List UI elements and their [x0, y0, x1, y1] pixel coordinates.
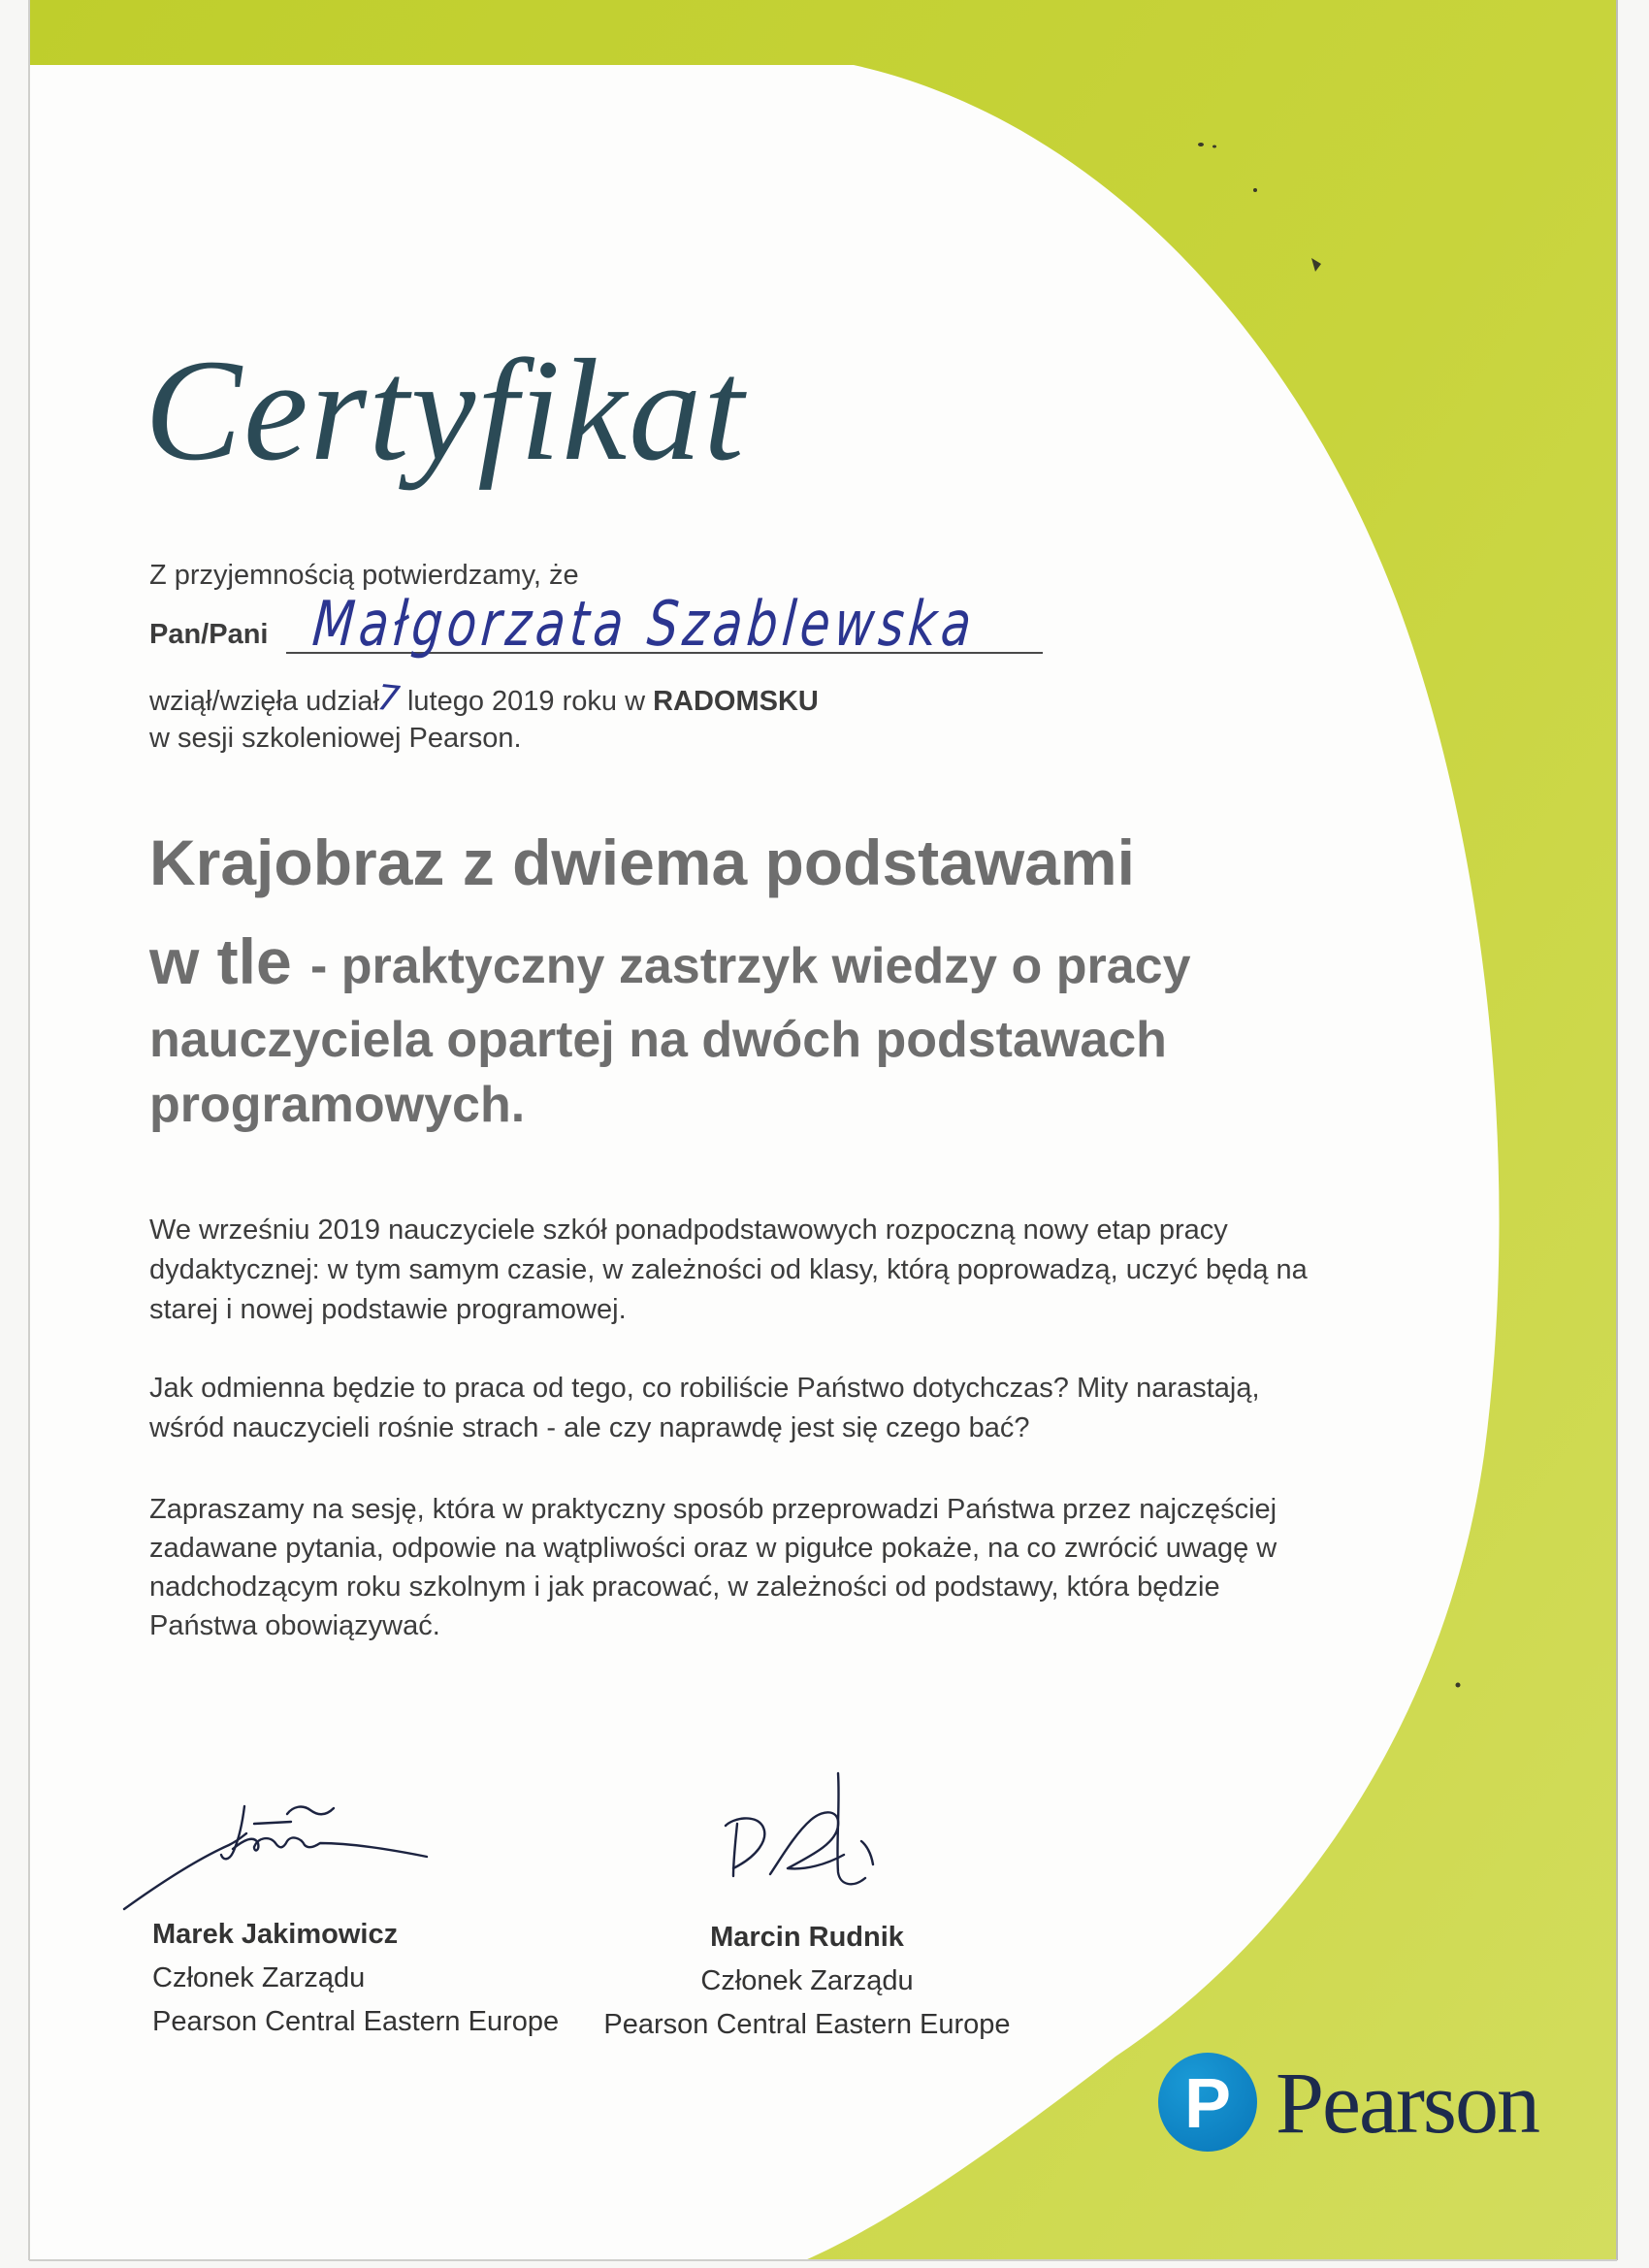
- description-paragraph-1: [149, 1211, 1308, 1330]
- signatory-name: Marek Jakimowicz: [152, 1919, 399, 1950]
- scan-speck: [1212, 146, 1216, 148]
- attendance-city: RADOMSKU: [653, 686, 819, 717]
- signatory-company: Pearson Central Eastern Europe: [152, 2006, 560, 2037]
- paragraph-line: zadawane pytania, odpowie na wątpliwości oraz w pigułce pokaże, na co zwrócić uwagę w: [149, 1533, 1277, 1564]
- scan-speck: [1253, 188, 1257, 192]
- signatory-role: Członek Zarządu: [152, 1962, 366, 1993]
- signatory-role: Członek Zarządu: [700, 1965, 914, 1996]
- certificate-title: Certyfikat: [145, 330, 746, 491]
- course-title-line-1: Krajobraz z dwiema podstawami: [149, 826, 1135, 898]
- paragraph-line: starej i nowej podstawie programowej.: [149, 1294, 627, 1325]
- course-title-lead: w tle: [149, 925, 292, 997]
- scan-speck: [1198, 143, 1204, 146]
- recipient-name-handwritten: Małgorzata Szablewska: [309, 589, 979, 661]
- course-title-line-3: nauczyciela opartej na dwóch podstawach: [149, 1012, 1167, 1068]
- intro-text: Z przyjemnością potwierdzamy, że: [149, 560, 579, 591]
- paragraph-line: Zapraszamy na sesję, która w praktyczny sposób przeprowadzi Państwa przez najczęściej: [149, 1494, 1277, 1525]
- paragraph-line: We wrześniu 2019 nauczyciele szkół ponadpodstawowych rozpoczną nowy etap pracy: [149, 1215, 1228, 1246]
- scan-speck: [1456, 1683, 1461, 1688]
- recipient-label: Pan/Pani: [149, 619, 269, 650]
- signatory-left: [152, 1913, 559, 2044]
- course-title-line-4: programowych.: [149, 1077, 526, 1133]
- attendance-date: lutego 2019 roku w: [406, 686, 646, 717]
- pearson-logo-icon: [1157, 2052, 1258, 2153]
- signatory-company: Pearson Central Eastern Europe: [603, 2009, 1011, 2040]
- paragraph-line: dydaktycznej: w tym samym czasie, w zależności od klasy, którą poprowadzą, uczyć będą na: [149, 1254, 1308, 1285]
- paragraph-line: Jak odmienna będzie to praca od tego, co robiliście Państwo dotychczas? Mity narastają,: [149, 1373, 1260, 1404]
- paragraph-line: nadchodzącym roku szkolnym i jak pracować, w zależności od podstawy, która będzie: [149, 1571, 1220, 1603]
- signatory-right: [565, 1916, 1050, 2047]
- signatory-name: Marcin Rudnik: [710, 1922, 904, 1953]
- session-text: w sesji szkoleniowej Pearson.: [149, 723, 522, 754]
- paragraph-line: wśród nauczycieli rośnie strach - ale czy naprawdę jest się czego bać?: [149, 1412, 1030, 1443]
- description-paragraph-3: [149, 1490, 1277, 1645]
- logo-mark: P: [1183, 2065, 1232, 2143]
- attendance-prefix: wziął/wzięła udział: [149, 686, 379, 717]
- description-paragraph-2: [149, 1369, 1260, 1448]
- pearson-wordmark: Pearson: [1276, 2056, 1538, 2152]
- attendance-line: [149, 677, 819, 721]
- paragraph-line: Państwa obowiązywać.: [149, 1610, 440, 1641]
- course-title-line-2: - praktyczny zastrzyk wiedzy o pracy: [310, 938, 1191, 994]
- attendance-day-handwritten: 7: [374, 677, 403, 721]
